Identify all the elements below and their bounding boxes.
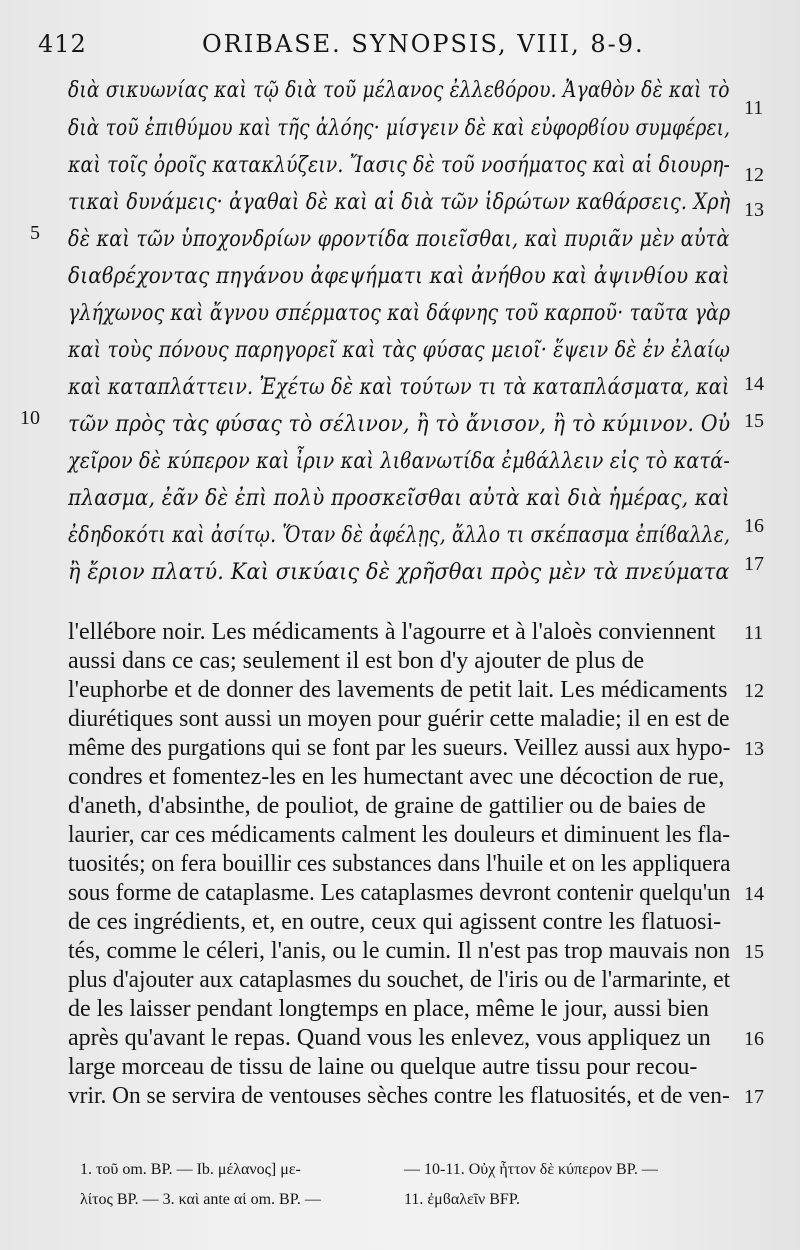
section-number-marker: 12 bbox=[744, 680, 764, 702]
page-number: 412 bbox=[38, 30, 87, 58]
greek-line: πλασμα, ἐᾶν δὲ ἐπὶ πολὺ προσκεῖσθαι αὐτὰ καὶ διὰ ἡμέρας, καὶ bbox=[68, 486, 730, 511]
french-line: de les laisser pendant longtemps en place, même le jour, aussi bien bbox=[68, 996, 709, 1022]
french-line: vrir. On se servira de ventouses sèches contre les flatuosités, et de ven- bbox=[68, 1083, 730, 1109]
section-number-marker: 15 bbox=[744, 941, 764, 963]
section-number-marker: 16 bbox=[744, 515, 764, 537]
french-line: l'euphorbe et de donner des lavements de petit lait. Les médicaments bbox=[68, 677, 728, 703]
footnote-left-line: λίτος BP. — 3. καὶ ante αἱ om. BP. — bbox=[80, 1191, 321, 1208]
greek-line: χεῖρον δὲ κύπερον καὶ ἶριν καὶ λιϐανωτίδα ἐμϐάλλειν εἰς τὸ κατά- bbox=[68, 449, 730, 474]
section-number-marker: 11 bbox=[744, 622, 764, 644]
footnote-left-line: 1. τοῦ om. BP. — Ib. μέλανος] με- bbox=[80, 1161, 301, 1178]
section-number-marker: 11 bbox=[744, 97, 764, 119]
french-line: même des purgations qui se font par les sueurs. Veillez aussi aux hypo- bbox=[68, 735, 731, 761]
line-number-marker: 5 bbox=[30, 222, 40, 244]
line-number-marker: 10 bbox=[20, 407, 40, 429]
french-line: après qu'avant le repas. Quand vous les enlevez, vous appliquez un bbox=[68, 1025, 711, 1051]
french-line: tés, comme le céleri, l'anis, ou le cumin. Il n'est pas trop mauvais non bbox=[68, 938, 731, 964]
greek-line: ἢ ἔριον πλατύ. Καὶ σικύαις δὲ χρῆσθαι πρὸς μὲν τὰ πνεύματα bbox=[68, 560, 730, 585]
greek-line: διὰ σικυωνίας καὶ τῷ διὰ τοῦ μέλανος ἐλλεϐόρου. Ἀγαθὸν δὲ καὶ τὸ bbox=[68, 78, 730, 103]
footnote-right-line: — 10-11. Οὐχ ἧττον δὲ κύπερον BP. — bbox=[404, 1161, 658, 1178]
section-number-marker: 14 bbox=[744, 373, 764, 395]
running-title: ORIBASE. SYNOPSIS, VIII, 8-9. bbox=[202, 30, 645, 58]
french-line: diurétiques sont aussi un moyen pour guérir cette maladie; il en est de bbox=[68, 706, 730, 732]
french-line: large morceau de tissu de laine ou quelque autre tissu pour recou- bbox=[68, 1054, 698, 1080]
french-line: d'aneth, d'absinthe, de pouliot, de graine de gattilier ou de baies de bbox=[68, 793, 706, 819]
page-header bbox=[38, 30, 742, 64]
french-line: aussi dans ce cas; seulement il est bon d'y ajouter de plus de bbox=[68, 648, 645, 674]
section-number-marker: 17 bbox=[744, 1086, 764, 1108]
french-line: de ces ingrédients, et, en outre, ceux qui agissent contre les flatuosi- bbox=[68, 909, 722, 935]
section-number-marker: 15 bbox=[744, 410, 764, 432]
french-line: sous forme de cataplasme. Les cataplasmes devront contenir quelqu'un bbox=[68, 880, 731, 906]
greek-line: γλήχωνος καὶ ἄγνου σπέρματος καὶ δάφνης τοῦ καρποῦ· ταῦτα γὰρ bbox=[68, 301, 731, 326]
greek-line: διὰ τοῦ ἐπιθύμου καὶ τῆς ἀλόης· μίσγειν δὲ καὶ εὐφορϐίου συμφέρει, bbox=[68, 116, 731, 141]
greek-line: καὶ τοῖς ὀροῖς κατακλύζειν. Ἴασις δὲ τοῦ νοσήματος καὶ αἱ διουρη- bbox=[68, 153, 731, 178]
greek-line: διαϐρέχοντας πηγάνου ἀφεψήματι καὶ ἀνήθου καὶ ἀψινθίου καὶ bbox=[68, 264, 730, 289]
french-line: plus d'ajouter aux cataplasmes du souchet, de l'iris ou de l'armarinte, et bbox=[68, 967, 731, 993]
greek-line: καὶ καταπλάττειν. Ἐχέτω δὲ καὶ τούτων τι τὰ καταπλάσματα, καὶ bbox=[68, 375, 730, 400]
greek-line: τῶν πρὸς τὰς φύσας τὸ σέλινον, ἢ τὸ ἄνισον, ἢ τὸ κύμινον. Οὐ bbox=[68, 412, 731, 437]
section-number-marker: 17 bbox=[744, 553, 764, 575]
greek-line: καὶ τοὺς πόνους παρηγορεῖ καὶ τὰς φύσας μειοῖ· ἕψειν δὲ ἐν ἐλαίῳ bbox=[68, 338, 731, 363]
section-number-marker: 13 bbox=[744, 738, 764, 760]
french-line: laurier, car ces médicaments calment les douleurs et diminuent les fla- bbox=[68, 822, 731, 848]
greek-line: τικαὶ δυνάμεις· ἀγαθαὶ δὲ καὶ αἱ διὰ τῶν ἱδρώτων καθάρσεις. Χρὴ bbox=[68, 190, 731, 215]
section-number-marker: 13 bbox=[744, 199, 764, 221]
footnote-right-line: 11. ἐμϐαλεῖν BFP. bbox=[404, 1191, 520, 1208]
section-number-marker: 16 bbox=[744, 1028, 764, 1050]
french-line: tuosités; on fera bouillir ces substances dans l'huile et on les appliquera bbox=[68, 851, 731, 877]
greek-line: δὲ καὶ τῶν ὑποχονδρίων φροντίδα ποιεῖσθαι, καὶ πυριᾶν μὲν αὐτὰ bbox=[68, 227, 730, 252]
french-line: condres et fomentez-les en les humectant avec une décoction de rue, bbox=[68, 764, 725, 790]
section-number-marker: 14 bbox=[744, 883, 764, 905]
section-number-marker: 12 bbox=[744, 164, 764, 186]
footnotes bbox=[0, 1162, 800, 1222]
french-line: l'ellébore noir. Les médicaments à l'agourre et à l'aloès conviennent bbox=[68, 619, 716, 645]
greek-line: ἐδηδοκότι καὶ ἀσίτῳ. Ὅταν δὲ ἀφέλῃς, ἄλλο τι σκέπασμα ἐπίϐαλλε, bbox=[68, 523, 731, 548]
